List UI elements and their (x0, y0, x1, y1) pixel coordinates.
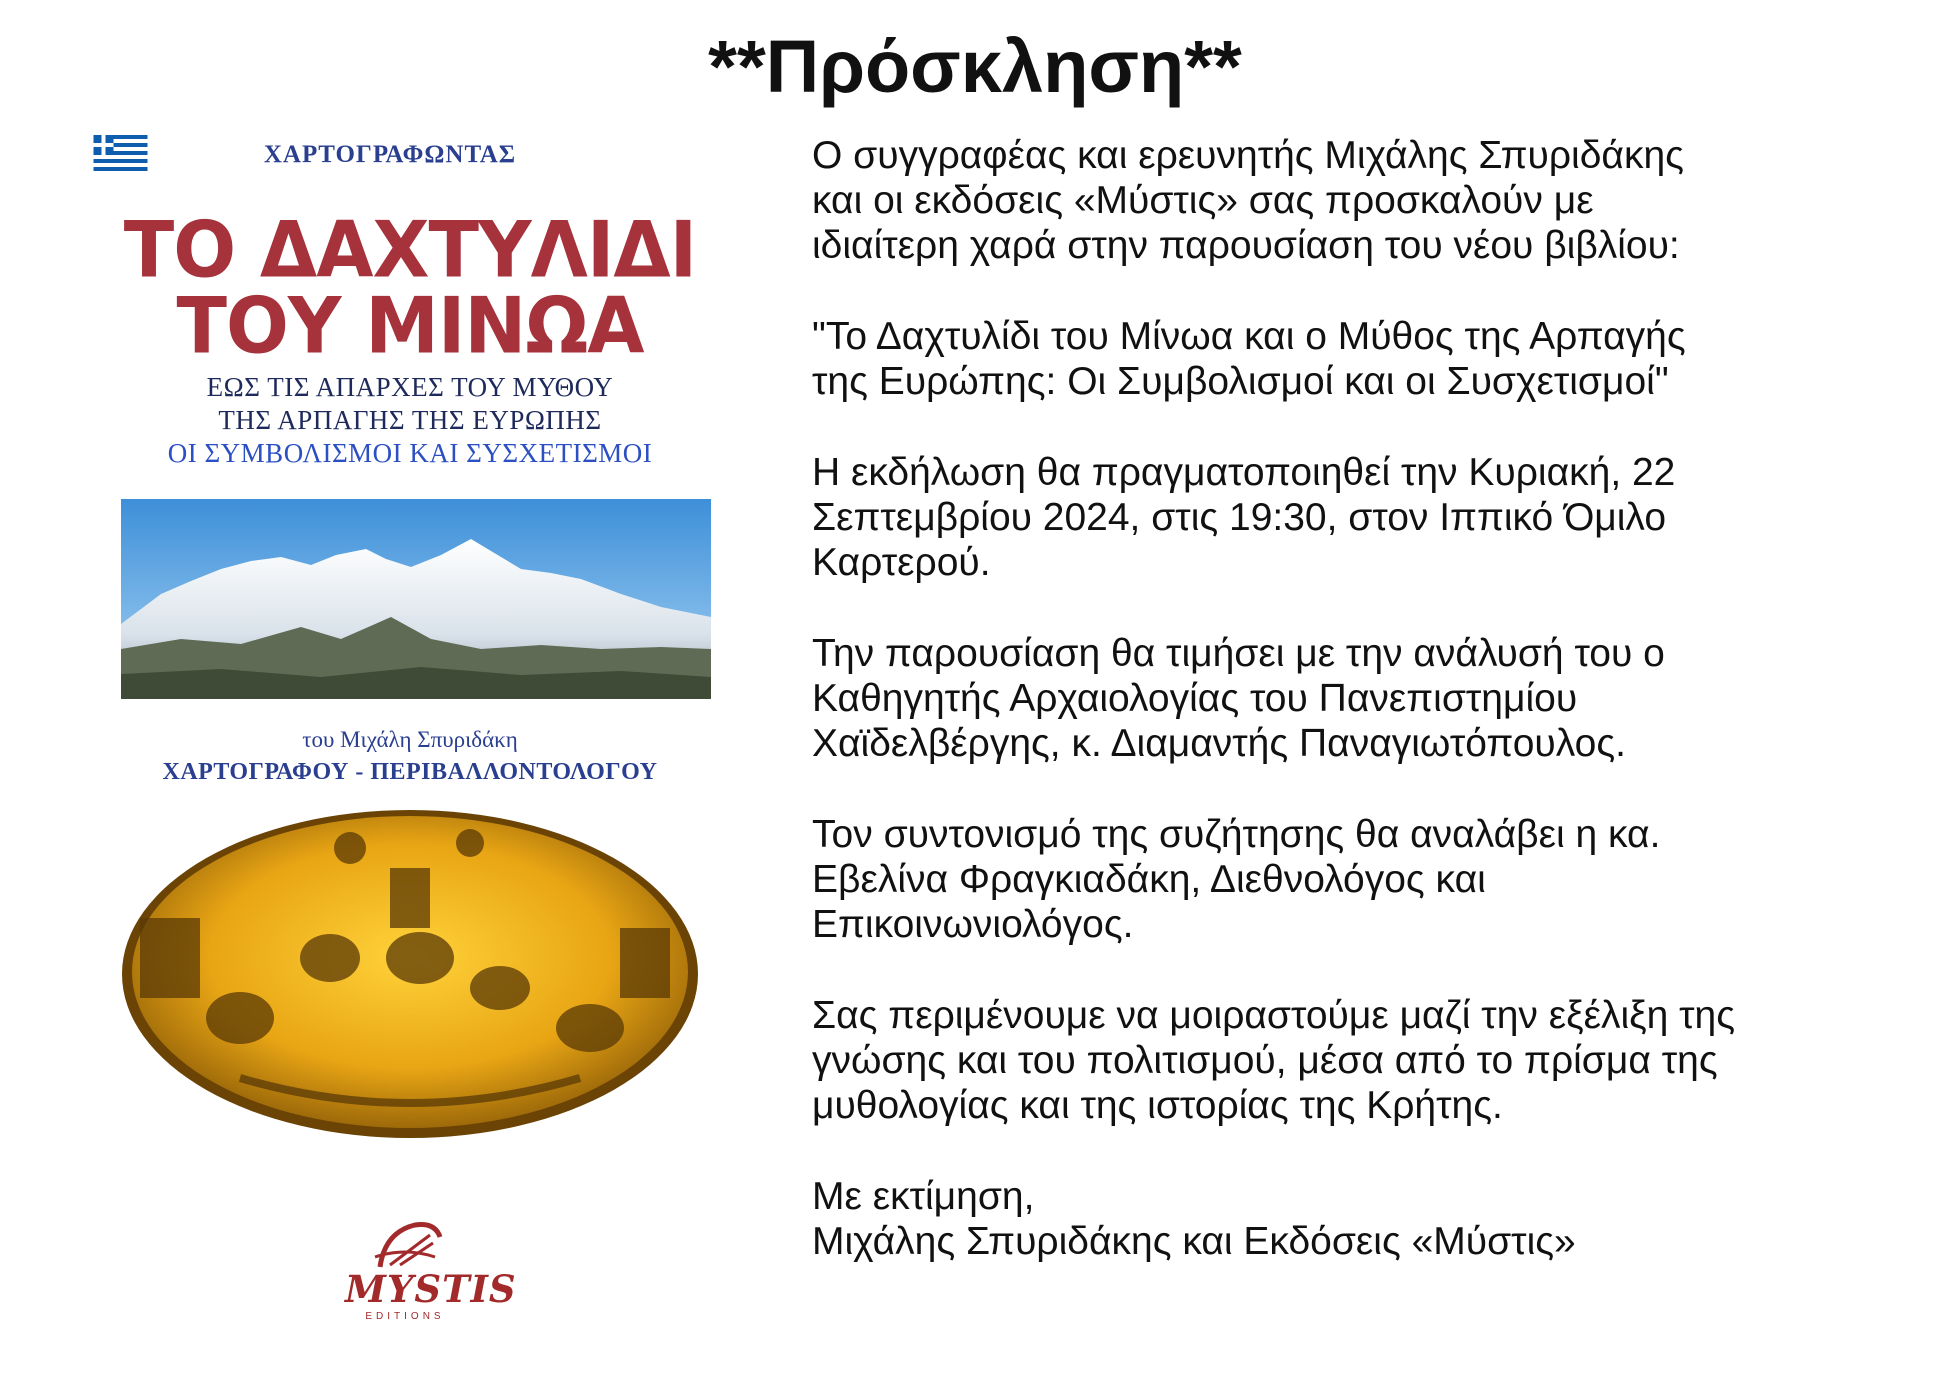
text-line: "Το Δαχτυλίδι του Μίνωα και ο Μύθος της Αρπαγής (812, 315, 1686, 358)
cover-subtitle-line-2: ΤΗΣ ΑΡΠΑΓΗΣ ΤΗΣ ΕΥΡΩΠΗΣ (218, 405, 602, 435)
moderator-paragraph (812, 812, 1932, 947)
text-line: γνώσης και του πολιτισμού, μέσα από το πρίσμα της (812, 1039, 1718, 1082)
text-line: Καθηγητής Αρχαιολογίας του Πανεπιστημίου (812, 677, 1578, 720)
cover-series-label: ΧΑΡΤΟΓΡΑΦΩΝΤΑΣ (263, 141, 517, 168)
cover-subtitle-line-1: ΕΩΣ ΤΙΣ ΑΠΑΡΧΕΣ ΤΟΥ ΜΥΘΟΥ (206, 372, 614, 402)
minos-ring-image (120, 808, 700, 1140)
text-line: Ο συγγραφέας και ερευνητής Μιχάλης Σπυριδάκης (812, 134, 1684, 177)
book-cover (80, 125, 740, 1335)
publisher-logo-text: MYSTIS (345, 1267, 517, 1311)
text-line: Μιχάλης Σπυριδάκης και Εκδόσεις «Μύστις» (812, 1220, 1576, 1263)
text-line: μυθολογίας και της ιστορίας της Κρήτης. (812, 1084, 1503, 1127)
cover-subtitle-line-3: ΟΙ ΣΥΜΒΟΛΙΣΜΟΙ ΚΑΙ ΣΥΣΧΕΤΙΣΜΟΙ (167, 438, 653, 468)
text-line: Η εκδήλωση θα πραγματοποιηθεί την Κυριακή, 22 (812, 451, 1676, 494)
signature-paragraph (812, 1174, 1932, 1264)
text-line: Τον συντονισμό της συζήτησης θα αναλάβει η κα. (812, 813, 1661, 856)
mountain-photo (121, 499, 711, 699)
text-line: Εβελίνα Φραγκιαδάκη, Διεθνολόγος και (812, 858, 1486, 901)
invitation-body (812, 133, 1932, 1310)
intro-paragraph (812, 133, 1932, 268)
text-line: της Ευρώπης: Οι Συμβολισμοί και οι Συσχετισμοί" (812, 360, 1669, 403)
publisher-logo (345, 1217, 517, 1327)
text-line: ιδιαίτερη χαρά στην παρουσίαση του νέου βιβλίου: (812, 224, 1680, 267)
book-title-paragraph (812, 314, 1932, 404)
cover-author-name: του Μιχάλη Σπυριδάκη (302, 727, 518, 752)
invitation-heading: **Πρόσκληση** (708, 25, 1242, 108)
greek-flag-icon (89, 135, 152, 171)
closing-paragraph (812, 993, 1932, 1128)
publisher-logo-subtext: EDITIONS (365, 1311, 445, 1322)
event-details-paragraph (812, 450, 1932, 585)
text-line: Την παρουσίαση θα τιμήσει με την ανάλυσή του ο (812, 632, 1665, 675)
speaker-paragraph (812, 631, 1932, 766)
text-line: Καρτερού. (812, 541, 991, 584)
harp-icon (345, 1217, 465, 1272)
text-line: Επικοινωνιολόγος. (812, 903, 1134, 946)
text-line: Χαϊδελβέργης, κ. Διαμαντής Παναγιωτόπουλος. (812, 722, 1626, 765)
cover-title-line-2: ΤΟΥ ΜΙΝΩΑ (176, 280, 644, 372)
cover-title-line-1: ΤΟ ΔΑΧΤΥΛΙΔΙ (123, 204, 697, 296)
text-line: Σας περιμένουμε να μοιραστούμε μαζί την εξέλιξη της (812, 994, 1735, 1037)
text-line: Με εκτίμηση, (812, 1175, 1035, 1218)
text-line: Σεπτεμβρίου 2024, στις 19:30, στον Ιππικό Όμιλο (812, 496, 1667, 539)
text-line: και οι εκδόσεις «Μύστις» σας προσκαλούν με (812, 179, 1594, 222)
cover-author-title: ΧΑΡΤΟΓΡΑΦΟΥ - ΠΕΡΙΒΑΛΛΟΝΤΟΛΟΓΟΥ (162, 759, 658, 785)
